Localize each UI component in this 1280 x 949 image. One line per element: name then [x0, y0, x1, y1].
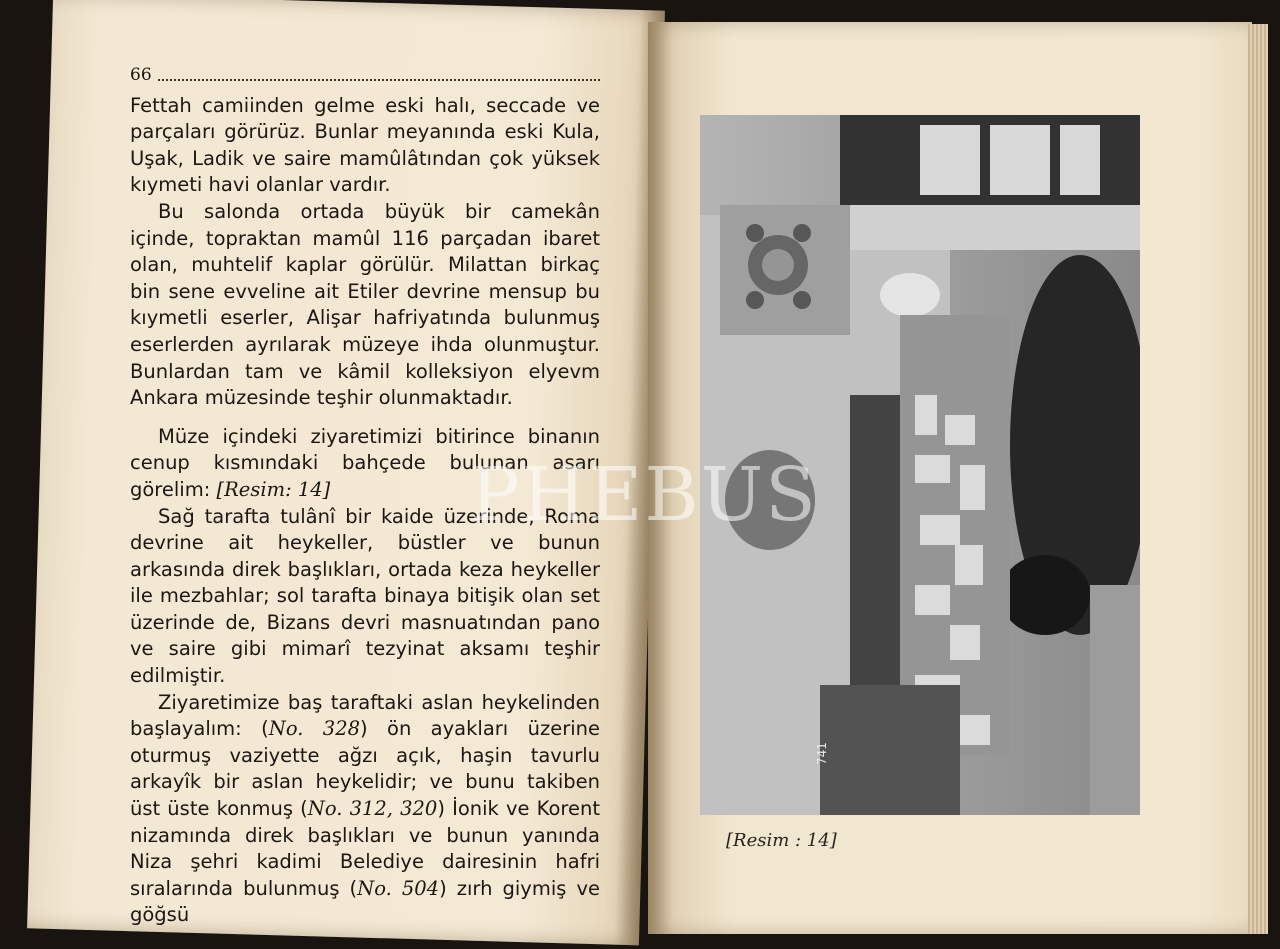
paragraph-5 — [130, 690, 600, 929]
garden-photograph — [700, 115, 1140, 815]
catalog-ref-312: No. 312, 320 — [307, 797, 438, 821]
page-number: 66 — [130, 65, 152, 85]
paragraph-2: Bu salonda ortada büyük bir camekân içinde, topraktan mamûl 116 parçadan ibaret olan, muhtelif kaplar görülür. Milattan birkaç bin sene evveline ait Etiler devrine mensup bu kıymetli eserler, Alişar hafriyatında bulunmuş eserlerden ayrılarak müzeye ihda olunmuştur. Bunlardan tam ve kâmil kolleksiyon elyevm Ankara müzesinde teşhir olunmaktadır. — [130, 199, 600, 410]
p5-text-d: ) zırh giymiş ve göğsü — [130, 876, 600, 927]
paragraph-1: Fettah camiinden gelme eski halı, seccade ve parçaları görürüz. Bunlar meyanında eski Kula, Uşak, Ladik ve saire mamûlâtından çok yüksek kıymeti havi olanlar vardır. — [130, 93, 600, 197]
paragraph-3-text: Müze içindeki ziyaretimizi bitirince binanın cenup kısmındaki bahçede bulunan asarı görelim: — [130, 424, 600, 501]
figure-reference: [Resim: 14] — [216, 477, 331, 501]
catalog-ref-504: No. 504 — [357, 876, 440, 900]
photo-illustration — [700, 115, 1140, 815]
watermark: PHEBUS — [470, 452, 818, 538]
paragraph-4: Sağ tarafta tulânî bir kaide üzerinde, Roma devrine ait heykeller, büstler ve bunun arkasında direk başlıkları, ortada keza heykeller ile mezbahlar; sol tarafta binaya bitişik olan set üzerinde de, Bizans devri masnuatından pano ve saire gibi mimarî tezyinat aksamı teşhir edilmiştir. — [130, 504, 600, 688]
p5-text-b: ) ön ayakları üzerine oturmuş vaziyette ağzı açık, haşin tavurlu arkayîk bir aslan heykelidir; ve bunu takiben üst üste konmuş ( — [130, 717, 600, 821]
catalog-ref-328: No. 328 — [268, 717, 361, 741]
paragraph-3 — [130, 424, 600, 504]
page-edges — [1248, 24, 1268, 934]
p5-text-a: Ziyaretimize baş taraftaki aslan heykelinden başlayalım: ( — [130, 690, 600, 741]
figure-caption: [Resim : 14] — [726, 830, 837, 851]
left-page-text — [130, 62, 600, 929]
p5-text-c: ) İonik ve Korent nizamında direk başlıkları ve bunun yanında Niza şehri kadimi Belediye dairesinin hafri sıralarında bulunmuş ( — [130, 797, 600, 900]
photo-inscription: 741 — [815, 742, 829, 765]
page-header — [130, 62, 600, 89]
header-dotted-rule — [158, 69, 600, 81]
